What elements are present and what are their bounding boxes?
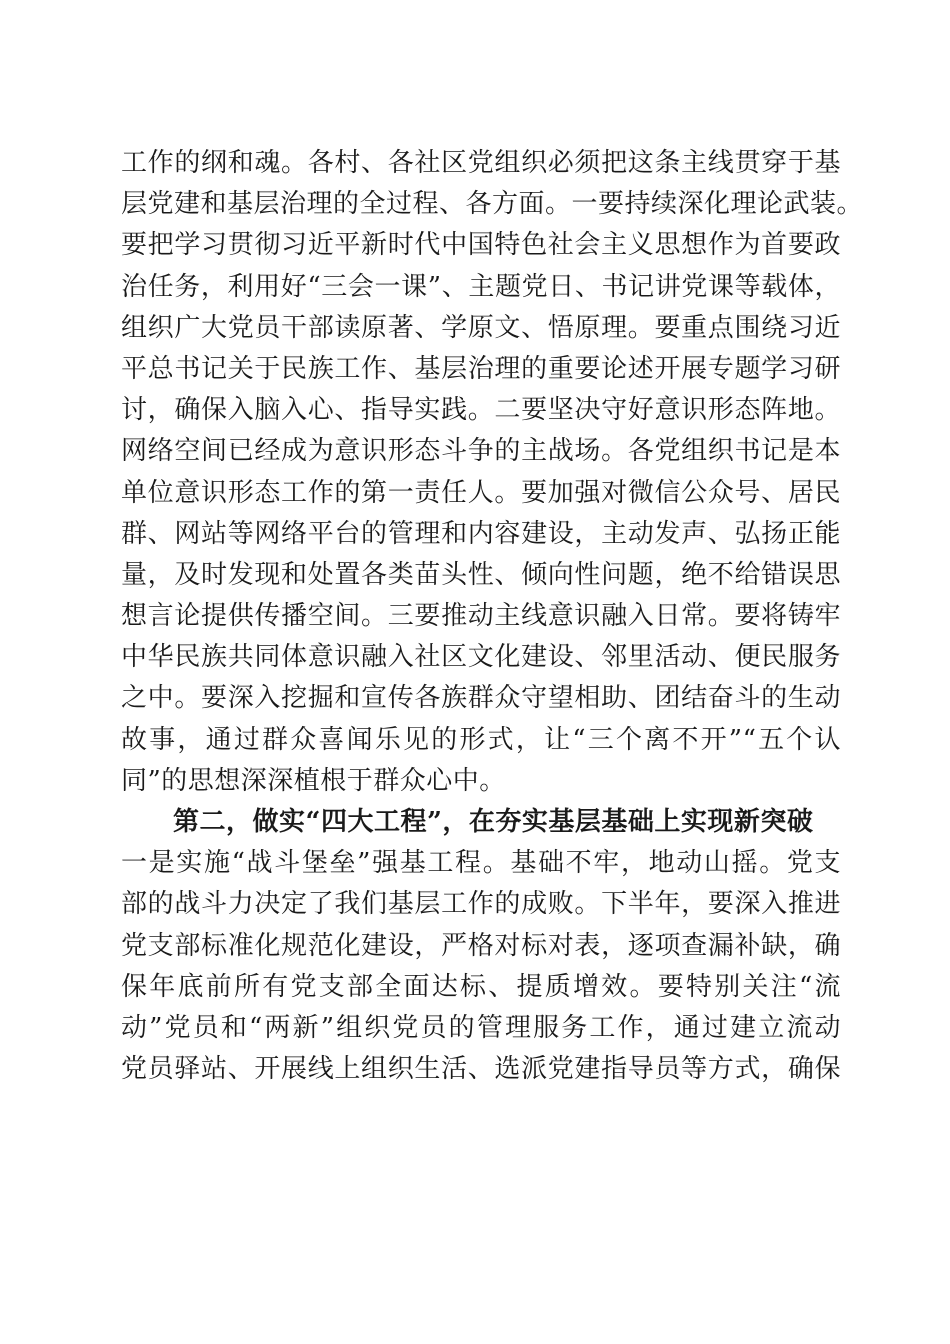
body-line: 治任务，利用好“三会一课”、主题党日、书记讲党课等载体， [121,271,841,302]
body-line: 一是实施“战斗堡垒”强基工程。基础不牢，地动山摇。党支 [121,848,841,879]
body-line: 同”的思想深深植根于群众心中。 [121,765,506,796]
body-line: 群、网站等网络平台的管理和内容建设，主动发声、弘扬正能 [121,518,841,549]
body-line: 组织广大党员干部读原著、学原文、悟原理。要重点围绕习近 [121,312,841,343]
body-line: 保年底前所有党支部全面达标、提质增效。要特别关注“流 [121,971,841,1002]
body-line: 量，及时发现和处置各类苗头性、倾向性问题，绝不给错误思 [121,559,841,590]
body-line: 平总书记关于民族工作、基层治理的重要论述开展专题学习研 [121,353,841,384]
body-line: 故事，通过群众喜闻乐见的形式，让“三个离不开”“五个认 [121,724,841,755]
body-line: 单位意识形态工作的第一责任人。要加强对微信公众号、居民 [121,477,841,508]
document-body [121,143,864,1090]
body-line: 讨，确保入脑入心、指导实践。二要坚决守好意识形态阵地。 [121,395,841,426]
body-line: 层党建和基层治理的全过程、各方面。一要持续深化理论武装。 [121,189,864,220]
body-line: 之中。要深入挖掘和宣传各族群众守望相助、团结奋斗的生动 [121,683,841,714]
body-line: 想言论提供传播空间。三要推动主线意识融入日常。要将铸牢 [121,601,841,632]
body-line: 网络空间已经成为意识形态斗争的主战场。各党组织书记是本 [121,436,841,467]
body-line: 党支部标准化规范化建设，严格对标对表，逐项查漏补缺，确 [121,930,841,961]
body-line: 部的战斗力决定了我们基层工作的成败。下半年，要深入推进 [121,889,841,920]
body-line: 要把学习贯彻习近平新时代中国特色社会主义思想作为首要政 [121,230,841,261]
body-line: 动”党员和“两新”组织党员的管理服务工作，通过建立流动 [121,1012,841,1043]
section-heading: 第二，做实“四大工程”，在夯实基层基础上实现新突破 [173,807,814,837]
body-line: 中华民族共同体意识融入社区文化建设、邻里活动、便民服务 [121,642,841,673]
body-line: 党员驿站、开展线上组织生活、选派党建指导员等方式，确保 [121,1054,841,1085]
body-line: 工作的纲和魂。各村、各社区党组织必须把这条主线贯穿于基 [121,148,841,178]
